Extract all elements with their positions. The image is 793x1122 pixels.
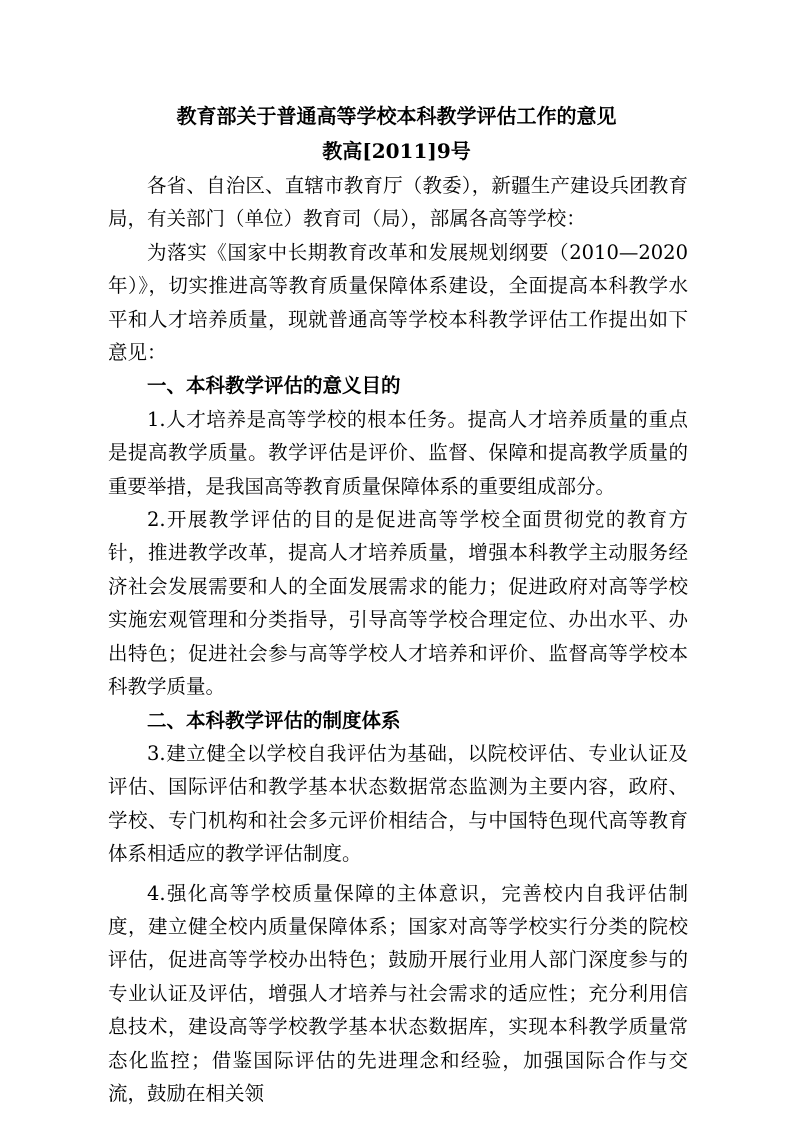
body-paragraph: 2.开展教学评估的目的是促进高等学校全面贯彻党的教育方针，推进教学改革，提高人才培养质量，增强本科教学主动服务经济社会发展需要和人的全面发展需求的能力；促进政府对高等学校实施宏观管理和分类指导，引导高等学校合理定位、办出水平、办出特色；促进社会参与高等学校人才培养和评价、监督高等学校本科教学质量。 <box>108 508 688 699</box>
section-heading: 一、本科教学评估的意义目的 <box>147 374 401 398</box>
document-body <box>108 169 688 1110</box>
body-paragraph: 4.强化高等学校质量保障的主体意识，完善校内自我评估制度，建立健全校内质量保障体系；国家对高等学校实行分类的院校评估，促进高等学校办出特色；鼓励开展行业用人部门深度参与的专业认证及评估，增强人才培养与社会需求的适应性；充分利用信息技术，建设高等学校教学基本状态数据库，实现本科教学质量常态化监控；借鉴国际评估的先进理念和经验，加强国际合作与交流，鼓励在相关领 <box>108 881 688 1105</box>
salutation-paragraph: 各省、自治区、直辖市教育厅（教委），新疆生产建设兵团教育局，有关部门（单位）教育司（局），部属各高等学校： <box>108 174 688 231</box>
body-paragraph: 3.建立健全以学校自我评估为基础，以院校评估、专业认证及评估、国际评估和教学基本状态数据常态监测为主要内容，政府、学校、专门机构和社会多元评价相结合，与中国特色现代高等教育体系相适应的教学评估制度。 <box>108 741 688 866</box>
section-heading: 二、本科教学评估的制度体系 <box>147 708 401 732</box>
intro-paragraph: 为落实《国家中长期教育改革和发展规划纲要（2010—2020年）》，切实推进高等教育质量保障体系建设，全面提高本科教学水平和人才培养质量，现就普通高等学校本科教学评估工作提出如下意见： <box>108 240 688 365</box>
document-title: 教育部关于普通高等学校本科教学评估工作的意见 <box>176 104 617 128</box>
body-paragraph: 1.人才培养是高等学校的根本任务。提高人才培养质量的重点是提高教学质量。教学评估是评价、监督、保障和提高教学质量的重要举措，是我国高等教育质量保障体系的重要组成部分。 <box>108 407 688 498</box>
document-number: 教高[2011]9号 <box>322 139 471 163</box>
